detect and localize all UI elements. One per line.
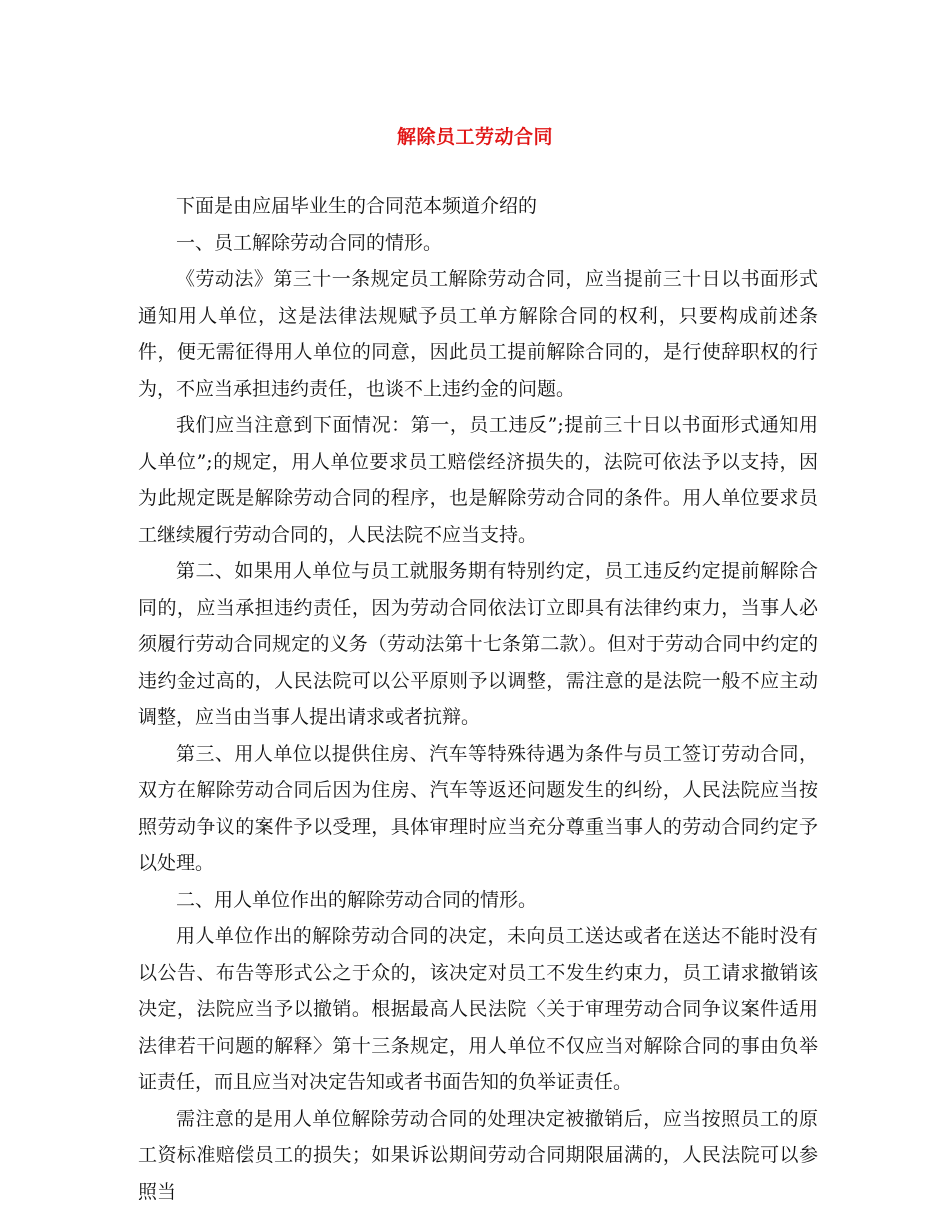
paragraph: 需注意的是用人单位解除劳动合同的处理决定被撤销后，应当按照员工的原工资标准赔偿员工的损失；如果诉讼期间劳动合同期限届满的，人民法院可以参照当 bbox=[138, 1107, 818, 1203]
paragraph: 《劳动法》第三十一条规定员工解除劳动合同，应当提前三十日以书面形式通知用人单位，这是法律法规赋予员工单方解除合同的权利，只要构成前述条件，便无需征得用人单位的同意，因此员工提前解除合同的，是行使辞职权的行为，不应当承担违约责任，也谈不上违约金的问题。 bbox=[138, 268, 818, 400]
paragraph: 我们应当注意到下面情况：第一，员工违反”;提前三十日以书面形式通知用人单位”;的规定，用人单位要求员工赔偿经济损失的，法院可依法予以支持，因为此规定既是解除劳动合同的程序，也是解除劳动合同的条件。用人单位要求员工继续履行劳动合同的，人民法院不应当支持。 bbox=[138, 414, 818, 546]
document-title: 解除员工劳动合同 bbox=[396, 126, 553, 148]
section-heading: 二、用人单位作出的解除劳动合同的情形。 bbox=[176, 888, 538, 911]
paragraph: 第二、如果用人单位与员工就服务期有特别约定，员工违反约定提前解除合同的，应当承担违约责任，因为劳动合同依法订立即具有法律约束力，当事人必须履行劳动合同规定的义务（劳动法第十七条第二款）。但对于劳动合同中约定的违约金过高的，人民法院可以公平原则予以调整，需注意的是法院一般不应主动调整，应当由当事人提出请求或者抗辩。 bbox=[138, 560, 818, 728]
paragraph: 下面是由应届毕业生的合同范本频道介绍的 bbox=[176, 195, 538, 217]
paragraph: 第三、用人单位以提供住房、汽车等特殊待遇为条件与员工签订劳动合同，双方在解除劳动合同后因为住房、汽车等返还问题发生的纠纷，人民法院应当按照劳动争议的案件予以受理，具体审理时应当充分尊重当事人的劳动合同约定予以处理。 bbox=[138, 742, 818, 874]
paragraph: 用人单位作出的解除劳动合同的决定，未向员工送达或者在送达不能时没有以公告、布告等形式公之于众的，该决定对员工不发生约束力，员工请求撤销该决定，法院应当予以撤销。根据最高人民法院〈关于审理劳动合同争议案件适用法律若干问题的解释〉第十三条规定，用人单位不仅应当对解除合同的事由负举证责任，而且应当对决定告知或者书面告知的负举证责任。 bbox=[138, 925, 818, 1093]
document-body bbox=[138, 188, 818, 1210]
section-heading: 一、员工解除劳动合同的情形。 bbox=[176, 231, 443, 254]
